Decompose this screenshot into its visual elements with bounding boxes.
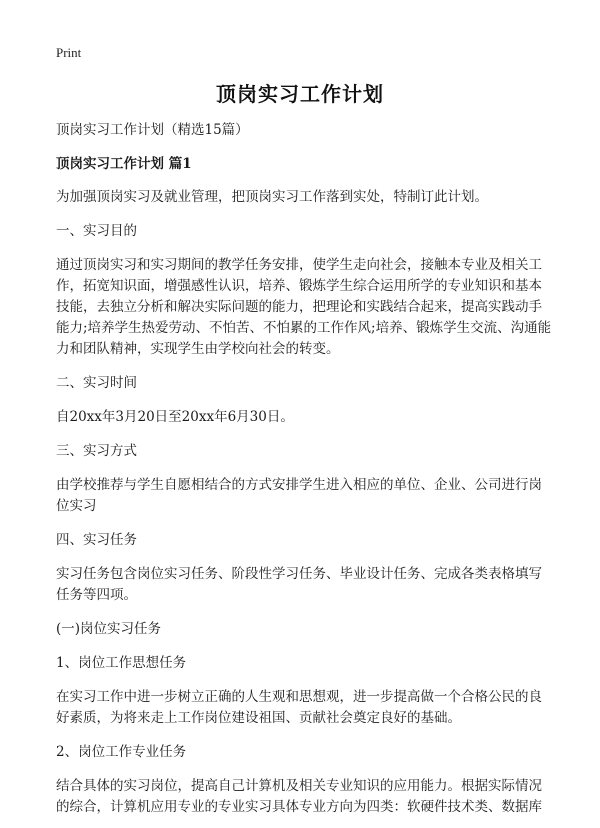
document-subtitle: 顶岗实习工作计划（精选15篇） bbox=[56, 122, 249, 138]
purpose-paragraph: 通过顶岗实习和实习期间的教学任务安排，使学生走向社会，接触本专业及相关工作，拓宽知识面，增强感性认识，培养、锻炼学生综合运用所学的专业知识和基本技能，去独立分析和解决实际问题的能力，把理论和实践结合起来，提高实践动手能力;培养学生热爱劳动、不怕苦、不怕累的工作作风;培养、锻炼学生交流、沟通能力和团队精神，实现学生由学校向社会的转变。 bbox=[56, 257, 552, 357]
heading-time: 二、实习时间 bbox=[56, 375, 137, 391]
intro-paragraph: 为加强顶岗实习及就业管理，把顶岗实习工作落到实处，特制订此计划。 bbox=[56, 189, 488, 205]
heading-purpose: 一、实习目的 bbox=[56, 223, 137, 239]
heading-tasks: 四、实习任务 bbox=[56, 532, 137, 548]
ideology-paragraph: 在实习工作中进一步树立正确的人生观和思想观，进一步提高做一个合格公民的良好素质，为将来走上工作岗位建设祖国、贡献社会奠定良好的基础。 bbox=[56, 689, 542, 726]
heading-method: 三、实习方式 bbox=[56, 443, 137, 459]
subheading-professional: 2、岗位工作专业任务 bbox=[56, 744, 187, 760]
section-heading: 顶岗实习工作计划 篇1 bbox=[56, 156, 192, 172]
document-title: 顶岗实习工作计划 bbox=[216, 82, 384, 106]
time-paragraph: 自20xx年3月20日至20xx年6月30日。 bbox=[56, 409, 294, 425]
professional-paragraph: 结合具体的实习岗位，提高自己计算机及相关专业知识的应用能力。根据实际情况的综合，计算机应用专业的专业实习具体专业方向为四类：软硬件技术类、数据库 bbox=[56, 778, 542, 815]
tasks-paragraph: 实习任务包含岗位实习任务、阶段性学习任务、毕业设计任务、完成各类表格填写任务等四项。 bbox=[56, 566, 542, 603]
method-paragraph: 由学校推荐与学生自愿相结合的方式安排学生进入相应的单位、企业、公司进行岗位实习 bbox=[56, 477, 542, 514]
print-link[interactable]: Print bbox=[56, 45, 82, 60]
subheading-post-tasks: (一)岗位实习任务 bbox=[56, 621, 162, 637]
document-body bbox=[56, 120, 552, 818]
subheading-ideology: 1、岗位工作思想任务 bbox=[56, 655, 187, 671]
